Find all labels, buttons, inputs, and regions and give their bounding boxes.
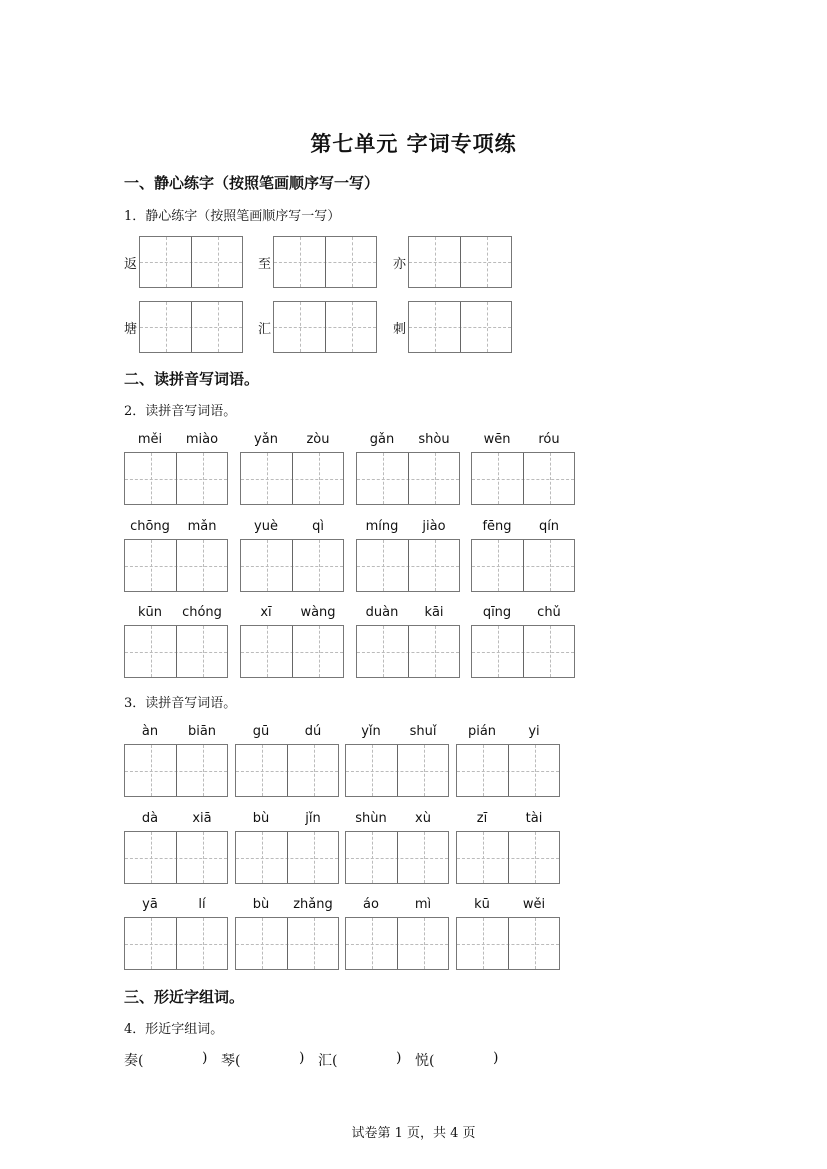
- pinyin-syllable: qīng: [482, 605, 512, 620]
- fill-blank[interactable]: [441, 1050, 493, 1070]
- fill-item: 汇(: [318, 1053, 338, 1069]
- question-1-label: 1．静心练字（按照笔画顺序写一写）: [124, 209, 341, 224]
- fill-blank[interactable]: [150, 1050, 202, 1070]
- practice-grid[interactable]: [408, 301, 512, 353]
- pinyin-syllable: dà: [141, 811, 159, 826]
- fill-item: 琴(: [221, 1053, 241, 1069]
- pinyin-syllable: chóng: [182, 605, 222, 620]
- grid-guide-v: [203, 832, 204, 883]
- answer-grid[interactable]: [240, 625, 344, 678]
- grid-divider: [408, 626, 409, 677]
- fill-close: ): [299, 1050, 305, 1066]
- grid-guide-v: [483, 745, 484, 796]
- answer-grid[interactable]: [345, 831, 449, 884]
- grid-divider: [287, 918, 288, 969]
- pinyin-syllable: shòu: [418, 432, 450, 447]
- grid-guide-v: [498, 540, 499, 591]
- pinyin-syllable: kūn: [137, 605, 162, 620]
- pinyin-syllable: kū: [474, 897, 490, 912]
- grid-divider: [176, 918, 177, 969]
- grid-divider: [460, 302, 461, 352]
- pinyin-syllable: fēng: [482, 519, 512, 534]
- pinyin-syllable: shùn: [355, 811, 387, 826]
- grid-divider: [397, 918, 398, 969]
- answer-grid[interactable]: [356, 539, 460, 592]
- grid-divider: [523, 540, 524, 591]
- grid-divider: [292, 453, 293, 504]
- section-heading-2: 二、读拼音写词语。: [124, 370, 260, 388]
- pinyin-syllable: pián: [467, 724, 497, 739]
- grid-guide-v: [203, 918, 204, 969]
- answer-grid[interactable]: [456, 917, 560, 970]
- answer-grid[interactable]: [124, 831, 228, 884]
- grid-divider: [508, 832, 509, 883]
- practice-grid[interactable]: [408, 236, 512, 288]
- grid-guide-v: [535, 832, 536, 883]
- pinyin-syllable: tài: [525, 811, 543, 826]
- practice-char: 返: [124, 257, 138, 272]
- grid-divider: [523, 626, 524, 677]
- pinyin-syllable: àn: [141, 724, 159, 739]
- pinyin-syllable: zòu: [306, 432, 330, 447]
- grid-guide-v: [424, 745, 425, 796]
- grid-divider: [325, 302, 326, 352]
- pinyin-syllable: gǎn: [369, 432, 395, 447]
- grid-guide-v: [372, 832, 373, 883]
- grid-divider: [408, 540, 409, 591]
- grid-guide-v: [550, 453, 551, 504]
- pinyin-syllable: mì: [414, 897, 432, 912]
- answer-grid[interactable]: [471, 452, 575, 505]
- answer-grid[interactable]: [235, 831, 339, 884]
- pinyin-syllable: qín: [538, 519, 560, 534]
- pinyin-syllable: chōng: [130, 519, 170, 534]
- pinyin-syllable: wàng: [300, 605, 336, 620]
- answer-grid[interactable]: [456, 831, 560, 884]
- grid-guide-v: [424, 832, 425, 883]
- grid-divider: [176, 540, 177, 591]
- grid-guide-v: [300, 302, 301, 352]
- grid-divider: [292, 540, 293, 591]
- pinyin-syllable: chǔ: [537, 605, 561, 620]
- grid-guide-v: [352, 237, 353, 287]
- answer-grid[interactable]: [345, 744, 449, 797]
- pinyin-syllable: róu: [538, 432, 560, 447]
- grid-guide-v: [435, 237, 436, 287]
- pinyin-syllable: wēn: [483, 432, 511, 447]
- grid-guide-v: [550, 626, 551, 677]
- grid-guide-v: [498, 626, 499, 677]
- grid-guide-v: [203, 745, 204, 796]
- practice-char: 刺: [393, 322, 407, 337]
- grid-guide-v: [203, 540, 204, 591]
- grid-guide-v: [203, 453, 204, 504]
- grid-guide-v: [151, 626, 152, 677]
- pinyin-syllable: duàn: [365, 605, 399, 620]
- fill-item: 悦(: [415, 1053, 435, 1069]
- grid-divider: [287, 832, 288, 883]
- grid-divider: [508, 918, 509, 969]
- grid-guide-v: [314, 745, 315, 796]
- grid-guide-v: [319, 453, 320, 504]
- pinyin-syllable: gū: [252, 724, 270, 739]
- grid-guide-v: [483, 832, 484, 883]
- grid-guide-v: [151, 453, 152, 504]
- pinyin-syllable: qì: [312, 519, 324, 534]
- grid-divider: [508, 745, 509, 796]
- grid-divider: [397, 745, 398, 796]
- grid-guide-v: [435, 453, 436, 504]
- grid-guide-v: [319, 626, 320, 677]
- practice-char: 至: [258, 257, 272, 272]
- pinyin-syllable: míng: [365, 519, 399, 534]
- answer-grid[interactable]: [124, 539, 228, 592]
- grid-divider: [191, 302, 192, 352]
- pinyin-syllable: xī: [260, 605, 272, 620]
- grid-guide-v: [267, 540, 268, 591]
- grid-guide-v: [203, 626, 204, 677]
- grid-guide-v: [372, 745, 373, 796]
- pinyin-syllable: yi: [528, 724, 540, 739]
- grid-divider: [176, 626, 177, 677]
- grid-guide-v: [319, 540, 320, 591]
- grid-guide-v: [435, 626, 436, 677]
- fill-close: ): [493, 1050, 499, 1066]
- grid-guide-v: [487, 302, 488, 352]
- section-heading-1: 一、静心练字（按照笔画顺序写一写）: [124, 174, 380, 192]
- grid-guide-v: [262, 745, 263, 796]
- grid-divider: [176, 745, 177, 796]
- grid-guide-v: [262, 918, 263, 969]
- grid-guide-v: [372, 918, 373, 969]
- grid-divider: [176, 453, 177, 504]
- answer-grid[interactable]: [124, 917, 228, 970]
- answer-grid[interactable]: [124, 625, 228, 678]
- grid-guide-v: [166, 237, 167, 287]
- grid-divider: [397, 832, 398, 883]
- fill-blank[interactable]: [344, 1050, 396, 1070]
- grid-guide-v: [498, 453, 499, 504]
- pinyin-syllable: yā: [142, 897, 158, 912]
- grid-divider: [191, 237, 192, 287]
- grid-guide-v: [218, 237, 219, 287]
- pinyin-syllable: mǎn: [187, 519, 217, 534]
- grid-divider: [176, 832, 177, 883]
- grid-guide-v: [151, 918, 152, 969]
- pinyin-syllable: biān: [187, 724, 217, 739]
- grid-guide-v: [218, 302, 219, 352]
- grid-guide-v: [262, 832, 263, 883]
- pinyin-syllable: bù: [252, 811, 270, 826]
- practice-char: 汇: [258, 322, 272, 337]
- answer-grid[interactable]: [124, 452, 228, 505]
- pinyin-syllable: bù: [252, 897, 270, 912]
- answer-grid[interactable]: [240, 539, 344, 592]
- grid-guide-v: [383, 626, 384, 677]
- question-3-label: 3．读拼音写词语。: [124, 696, 237, 711]
- grid-guide-v: [383, 453, 384, 504]
- grid-divider: [325, 237, 326, 287]
- grid-guide-v: [550, 540, 551, 591]
- practice-char: 塘: [124, 322, 138, 337]
- question-2-label: 2．读拼音写词语。: [124, 404, 237, 419]
- grid-guide-v: [151, 832, 152, 883]
- grid-divider: [523, 453, 524, 504]
- grid-guide-v: [267, 626, 268, 677]
- grid-guide-v: [300, 237, 301, 287]
- answer-grid[interactable]: [124, 744, 228, 797]
- grid-guide-v: [483, 918, 484, 969]
- grid-guide-v: [435, 540, 436, 591]
- grid-guide-v: [314, 832, 315, 883]
- grid-divider: [408, 453, 409, 504]
- grid-guide-v: [151, 540, 152, 591]
- grid-guide-v: [151, 745, 152, 796]
- practice-char: 亦: [393, 257, 407, 272]
- pinyin-syllable: yǎn: [254, 432, 278, 447]
- grid-guide-v: [352, 302, 353, 352]
- grid-guide-v: [314, 918, 315, 969]
- answer-grid[interactable]: [471, 539, 575, 592]
- pinyin-syllable: jiào: [422, 519, 446, 534]
- answer-grid[interactable]: [235, 917, 339, 970]
- pinyin-syllable: měi: [137, 432, 163, 447]
- pinyin-syllable: dú: [304, 724, 322, 739]
- fill-close: ): [202, 1050, 208, 1066]
- pinyin-syllable: miào: [185, 432, 219, 447]
- answer-grid[interactable]: [235, 744, 339, 797]
- page-footer: 试卷第 1 页，共 4 页: [351, 1126, 476, 1141]
- pinyin-syllable: xù: [415, 811, 431, 826]
- grid-guide-v: [535, 918, 536, 969]
- grid-guide-v: [487, 237, 488, 287]
- pinyin-syllable: wěi: [522, 897, 546, 912]
- answer-grid[interactable]: [356, 452, 460, 505]
- grid-guide-v: [435, 302, 436, 352]
- pinyin-syllable: zī: [476, 811, 488, 826]
- pinyin-syllable: xiā: [192, 811, 212, 826]
- pinyin-syllable: yǐn: [361, 724, 381, 739]
- grid-guide-v: [424, 918, 425, 969]
- pinyin-syllable: áo: [363, 897, 379, 912]
- grid-divider: [292, 626, 293, 677]
- pinyin-syllable: shuǐ: [409, 724, 437, 739]
- section-heading-3: 三、形近字组词。: [124, 988, 245, 1006]
- pinyin-syllable: lí: [198, 897, 206, 912]
- grid-divider: [460, 237, 461, 287]
- answer-grid[interactable]: [240, 452, 344, 505]
- grid-divider: [287, 745, 288, 796]
- fill-close: ): [396, 1050, 402, 1066]
- page-title: 第七单元 字词专项练: [310, 131, 517, 156]
- practice-grid[interactable]: [273, 301, 377, 353]
- fill-blank[interactable]: [247, 1050, 299, 1070]
- answer-grid[interactable]: [356, 625, 460, 678]
- pinyin-syllable: kāi: [424, 605, 444, 620]
- grid-guide-v: [383, 540, 384, 591]
- pinyin-syllable: zhǎng: [293, 897, 333, 912]
- answer-grid[interactable]: [345, 917, 449, 970]
- practice-grid[interactable]: [273, 236, 377, 288]
- answer-grid[interactable]: [456, 744, 560, 797]
- fill-item: 奏(: [124, 1053, 144, 1069]
- practice-grid[interactable]: [139, 301, 243, 353]
- pinyin-syllable: jǐn: [305, 811, 321, 826]
- grid-guide-v: [267, 453, 268, 504]
- question-4-label: 4．形近字组词。: [124, 1022, 224, 1037]
- pinyin-syllable: yuè: [254, 519, 278, 534]
- grid-guide-v: [166, 302, 167, 352]
- grid-guide-v: [535, 745, 536, 796]
- practice-grid[interactable]: [139, 236, 243, 288]
- answer-grid[interactable]: [471, 625, 575, 678]
